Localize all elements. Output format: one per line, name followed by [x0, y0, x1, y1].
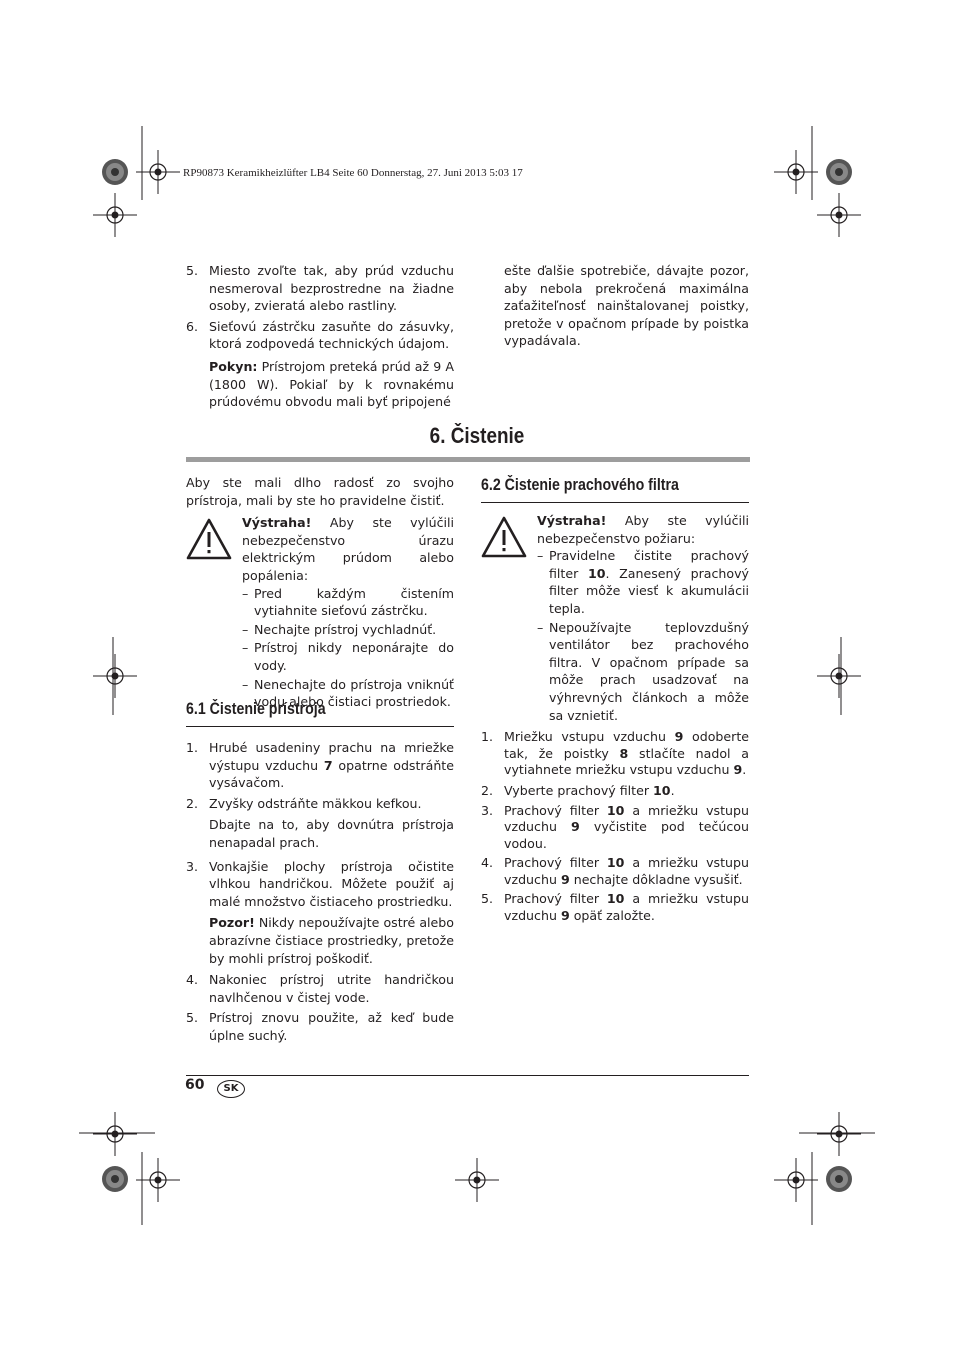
item-text: Nakoniec prístroj utrite handričkou navlhčenou v čistej vode. [209, 972, 454, 1005]
part-number: 8 [619, 745, 629, 761]
bullet-text: . Zanesený prachový filter môže viesť k akumulácii tepla. [549, 565, 749, 616]
item-text: a mriežku vstupu vzduchu [504, 891, 749, 924]
item-text: Miesto zvoľte tak, aby prúd vzduchu nesmeroval bezprostredne na žiadne osoby, zvieratá alebo rastliny. [209, 263, 454, 314]
left-steps [186, 739, 454, 1048]
subsection-rule-left [186, 726, 454, 727]
footer-rule [186, 1075, 749, 1076]
dash: – [242, 676, 249, 692]
right-column [481, 512, 749, 928]
item-text: stlačíte nadol a vytiahnete mriežku vstupu vzduchu [504, 745, 749, 778]
warning-block [186, 514, 454, 711]
item-text: opatrne odstráňte vysávačom. [209, 757, 454, 791]
bullet-text: Nenechajte do prístroja vniknúť vodu alebo čistiaci prostriedok. [254, 676, 454, 710]
item-text: Sieťovú zástrčku zasuňte do zásuvky, ktorá zodpovedá technických údajom. [209, 318, 454, 352]
warning-sentence: Aby ste vylúčili nebezpečenstvo úrazu elektrickým prúdom alebo popálenia: [242, 515, 454, 583]
warning-text [242, 514, 454, 711]
list-item [186, 858, 454, 911]
part-number: 9 [560, 871, 570, 887]
list-item [481, 891, 749, 924]
item-text: odoberte tak, že poistky [504, 729, 750, 761]
warning-intro [537, 512, 749, 547]
item-text: Zvyšky odstráňte mäkkou kefkou. [209, 795, 422, 811]
page-number: 60 [185, 1077, 205, 1093]
item-text: Prachový filter [504, 855, 607, 871]
left-column [186, 474, 454, 712]
item-text: Vonkajšie plochy prístroja očistite vlhkou handričkou. Môžete použiť aj malé množstvo čistiaceho prostriedku. [209, 858, 454, 909]
top-left-column [186, 262, 454, 414]
item-text: Hrubé usadeniny prachu na mriežke výstupu vzduchu [209, 740, 454, 773]
bullet-text: Pred každým čistením vytiahnite sieťovú zástrčku. [254, 585, 454, 619]
top-right-column [504, 262, 749, 353]
item-text: nechajte dôkladne vysušiť. [569, 871, 743, 887]
warning-triangle-icon [481, 516, 527, 558]
language-badge: SK [217, 1080, 245, 1098]
item-number: 5. [481, 891, 494, 907]
item-number: 4. [186, 972, 199, 988]
item-text: . [742, 762, 747, 778]
dash: – [242, 640, 249, 656]
item-text: Prístroj znovu použite, až keď bude úplne suchý. [209, 1010, 454, 1043]
part-number: 10 [606, 855, 625, 871]
part-number: 9 [733, 762, 743, 778]
subsection-title-right: 6.2 Čistenie prachového filtra [481, 476, 679, 494]
item-number: 2. [186, 795, 199, 811]
list-item [242, 585, 454, 620]
warning-sentence: Aby ste vylúčili nebezpečenstvo požiaru: [537, 513, 749, 546]
note-text: Prístrojom preteká prúd až 9 A (1800 W). Pokiaľ by k rovnakému prúdovému obvodu mali byť pripojené [209, 358, 454, 410]
bullet-text: Nepoužívajte teplovzdušný ventilátor bez prachového filtra. V opačnom prípade sa môže prach usadzovať na výhrevných článkoch a môže sa vznietiť. [549, 619, 749, 723]
intro-paragraph: Aby ste mali dlho radosť zo svojho prístroja, mali by ste ho pravidelne čistiť. [186, 475, 454, 508]
item-text: a mriežku vstupu vzduchu [504, 802, 749, 835]
list-item [242, 639, 454, 674]
bullet-text: Pravidelne čistite prachový filter [549, 548, 749, 581]
item-number: 1. [481, 729, 494, 745]
dash: – [242, 621, 249, 637]
section-divider-bar [186, 457, 750, 462]
item-text: Prachový filter [504, 891, 607, 907]
part-number: 7 [323, 757, 333, 773]
part-number: 10 [653, 782, 671, 798]
part-number: 10 [606, 802, 625, 818]
item-number: 1. [186, 740, 199, 755]
item-number: 5. [186, 263, 199, 278]
list-item [186, 262, 454, 315]
subsection-title-left: 6.1 Čistenie prístroja [186, 700, 326, 718]
item-number: 3. [186, 858, 199, 874]
item-text: Mriežku vstupu vzduchu [504, 729, 675, 745]
warning-label: Výstraha! [537, 513, 607, 528]
dash: – [537, 619, 544, 635]
item-text: vyčistite pod tečúcou vodou. [504, 819, 749, 851]
item-number: 3. [481, 802, 494, 818]
section-title: 6. Čistenie [429, 423, 525, 448]
list-item [481, 855, 749, 888]
step-note: Dbajte na to, aby dovnútra prístroja nenapadal prach. [209, 817, 454, 850]
warning-intro [242, 514, 454, 584]
caution-text: Nikdy nepoužívajte ostré alebo abrazívne čistiace prostriedky, pretože by mohli prístroj poškodiť. [209, 915, 454, 966]
list-item [481, 729, 749, 779]
note-paragraph [186, 358, 454, 411]
note-label: Pokyn: [209, 358, 258, 374]
dash: – [537, 548, 544, 564]
warning-list [242, 585, 454, 711]
dash: – [242, 585, 249, 601]
warning-block [481, 512, 749, 724]
list-item [537, 547, 749, 617]
item-number: 5. [186, 1010, 199, 1026]
list-item [186, 795, 454, 813]
item-text: . [670, 782, 675, 798]
part-number: 10 [606, 891, 625, 907]
item-number: 2. [481, 782, 494, 798]
bullet-text: Nechajte prístroj vychladnúť. [254, 621, 437, 637]
list-item [186, 739, 454, 792]
list-item [242, 621, 454, 639]
part-number: 9 [571, 819, 580, 835]
list-item [537, 619, 749, 725]
list-item [481, 782, 749, 800]
continued-paragraph: ešte ďalšie spotrebiče, dávajte pozor, aby nebola prekročená maximálna zaťažiteľnosť nainštalovanej poistky, pretože v opačnom prípade by poistka vypadávala. [504, 263, 749, 349]
list-item [186, 971, 454, 1006]
warning-triangle-icon [186, 518, 232, 560]
caution-paragraph [186, 914, 454, 967]
list-item [186, 1009, 454, 1044]
part-number: 9 [560, 908, 570, 924]
item-text: Prachový filter [504, 802, 607, 818]
print-header: RP90873 Keramikheizlüfter LB4 Seite 60 Donnerstag, 27. Juni 2013 5:03 17 [183, 167, 523, 179]
subsection-rule-right [481, 502, 749, 503]
item-number: 4. [481, 855, 494, 871]
bullet-text: Prístroj nikdy neponárajte do vody. [254, 640, 454, 673]
item-text: a mriežku vstupu vzduchu [504, 855, 749, 887]
warning-text [537, 512, 749, 724]
warning-label: Výstraha! [242, 515, 312, 531]
item-text: opäť založte. [569, 908, 655, 924]
item-number: 6. [186, 318, 199, 334]
warning-list [537, 547, 749, 724]
list-item [481, 803, 749, 853]
list-item [186, 318, 454, 353]
part-number: 9 [674, 729, 684, 745]
part-number: 10 [587, 565, 606, 581]
caution-label: Pozor! [209, 915, 255, 931]
item-text: Vyberte prachový filter [504, 782, 654, 798]
